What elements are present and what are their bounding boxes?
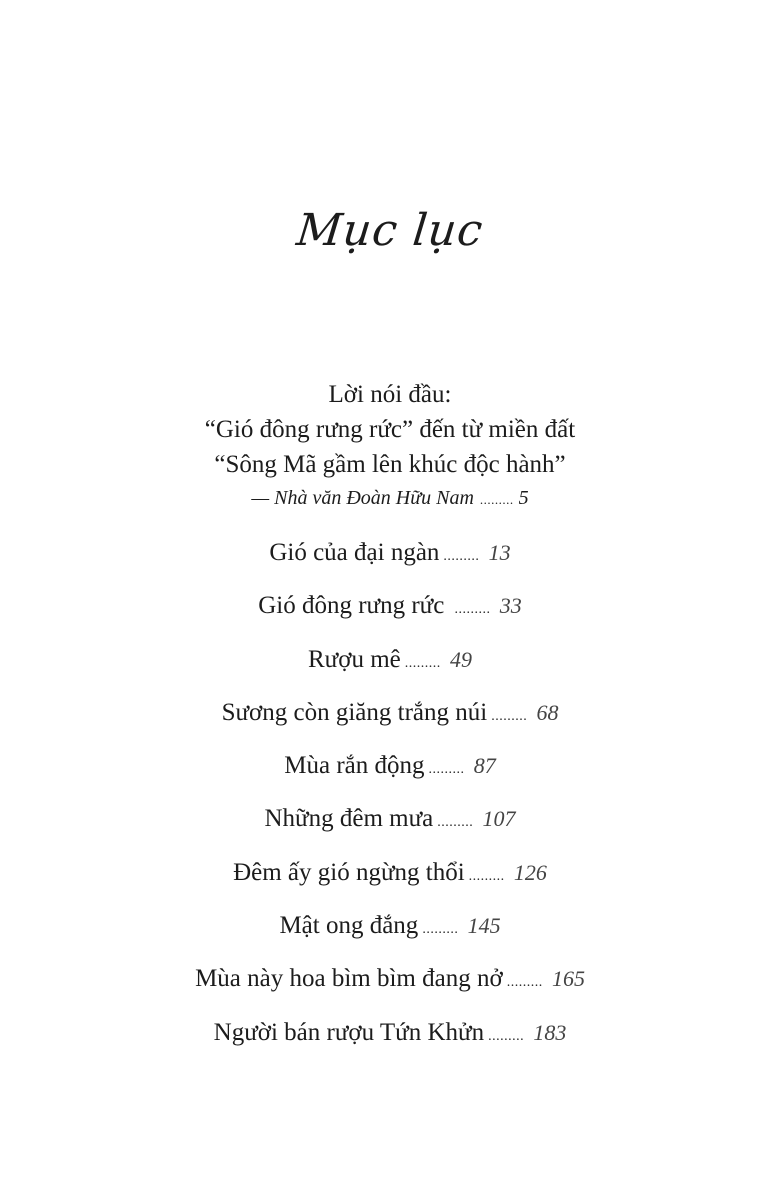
page-title: Mục lục [294, 205, 486, 256]
toc-entry[interactable] [0, 591, 780, 644]
leader-dots: ......... [468, 868, 505, 884]
intro-author: — Nhà văn Đoàn Hữu Nam [251, 487, 474, 509]
page-number: 107 [482, 806, 516, 832]
page-number: 183 [533, 1019, 567, 1045]
toc-entry[interactable] [0, 964, 780, 1017]
entry-title: Mùa rắn động [284, 752, 425, 780]
page-number: 13 [488, 540, 511, 565]
leader-dots: ......... [428, 762, 465, 778]
leader-dots: ......... [491, 708, 528, 724]
toc-entry[interactable] [0, 538, 780, 591]
leader-dots: ......... [404, 655, 441, 671]
toc-entry[interactable] [0, 1018, 780, 1071]
toc-entry[interactable] [0, 911, 780, 964]
leader-dots: ......... [422, 922, 459, 938]
toc-entry[interactable] [0, 751, 780, 804]
leader-dots: ......... [454, 602, 491, 618]
page-number: 87 [473, 753, 496, 779]
toc-entry[interactable] [0, 804, 780, 857]
toc-entry[interactable] [0, 698, 780, 751]
page-number: 145 [467, 913, 501, 939]
entry-title: Những đêm mưa [264, 805, 434, 833]
entry-title: Mùa này hoa bìm bìm đang nở [195, 965, 503, 993]
entry-title: Gió đông rưng rức [258, 592, 445, 620]
leader-dots: ......... [437, 815, 474, 831]
page-number: 68 [536, 699, 559, 725]
intro-line: “Gió đông rưng rức” đến từ miền đất [204, 416, 576, 443]
leader-dots: ......... [488, 1028, 525, 1044]
page-number: 165 [551, 966, 585, 992]
page-number: 5 [518, 487, 529, 509]
entry-title: Gió của đại ngàn [269, 539, 440, 566]
page-number: 49 [450, 646, 472, 672]
intro-line: Lời nói đầu: [328, 381, 452, 408]
leader-dots: ......... [506, 975, 543, 991]
entry-title: Sương còn giăng trắng núi [221, 698, 488, 726]
entry-title: Đêm ấy gió ngừng thổi [233, 858, 465, 886]
intro-line: “Sông Mã gầm lên khúc độc hành” [214, 451, 566, 478]
toc-intro [0, 377, 780, 516]
page-number: 126 [513, 859, 547, 885]
page-number: 33 [499, 593, 522, 619]
leader-dots: ......... [443, 549, 480, 564]
toc-list [0, 538, 780, 1071]
toc-entry[interactable] [0, 858, 780, 911]
entry-title: Người bán rượu Tứn Khửn [213, 1018, 485, 1046]
leader-dots: ......... [479, 492, 514, 507]
intro-author-line [0, 482, 780, 516]
toc-entry[interactable] [0, 645, 780, 698]
entry-title: Mật ong đắng [279, 912, 419, 940]
entry-title: Rượu mê [308, 645, 401, 673]
